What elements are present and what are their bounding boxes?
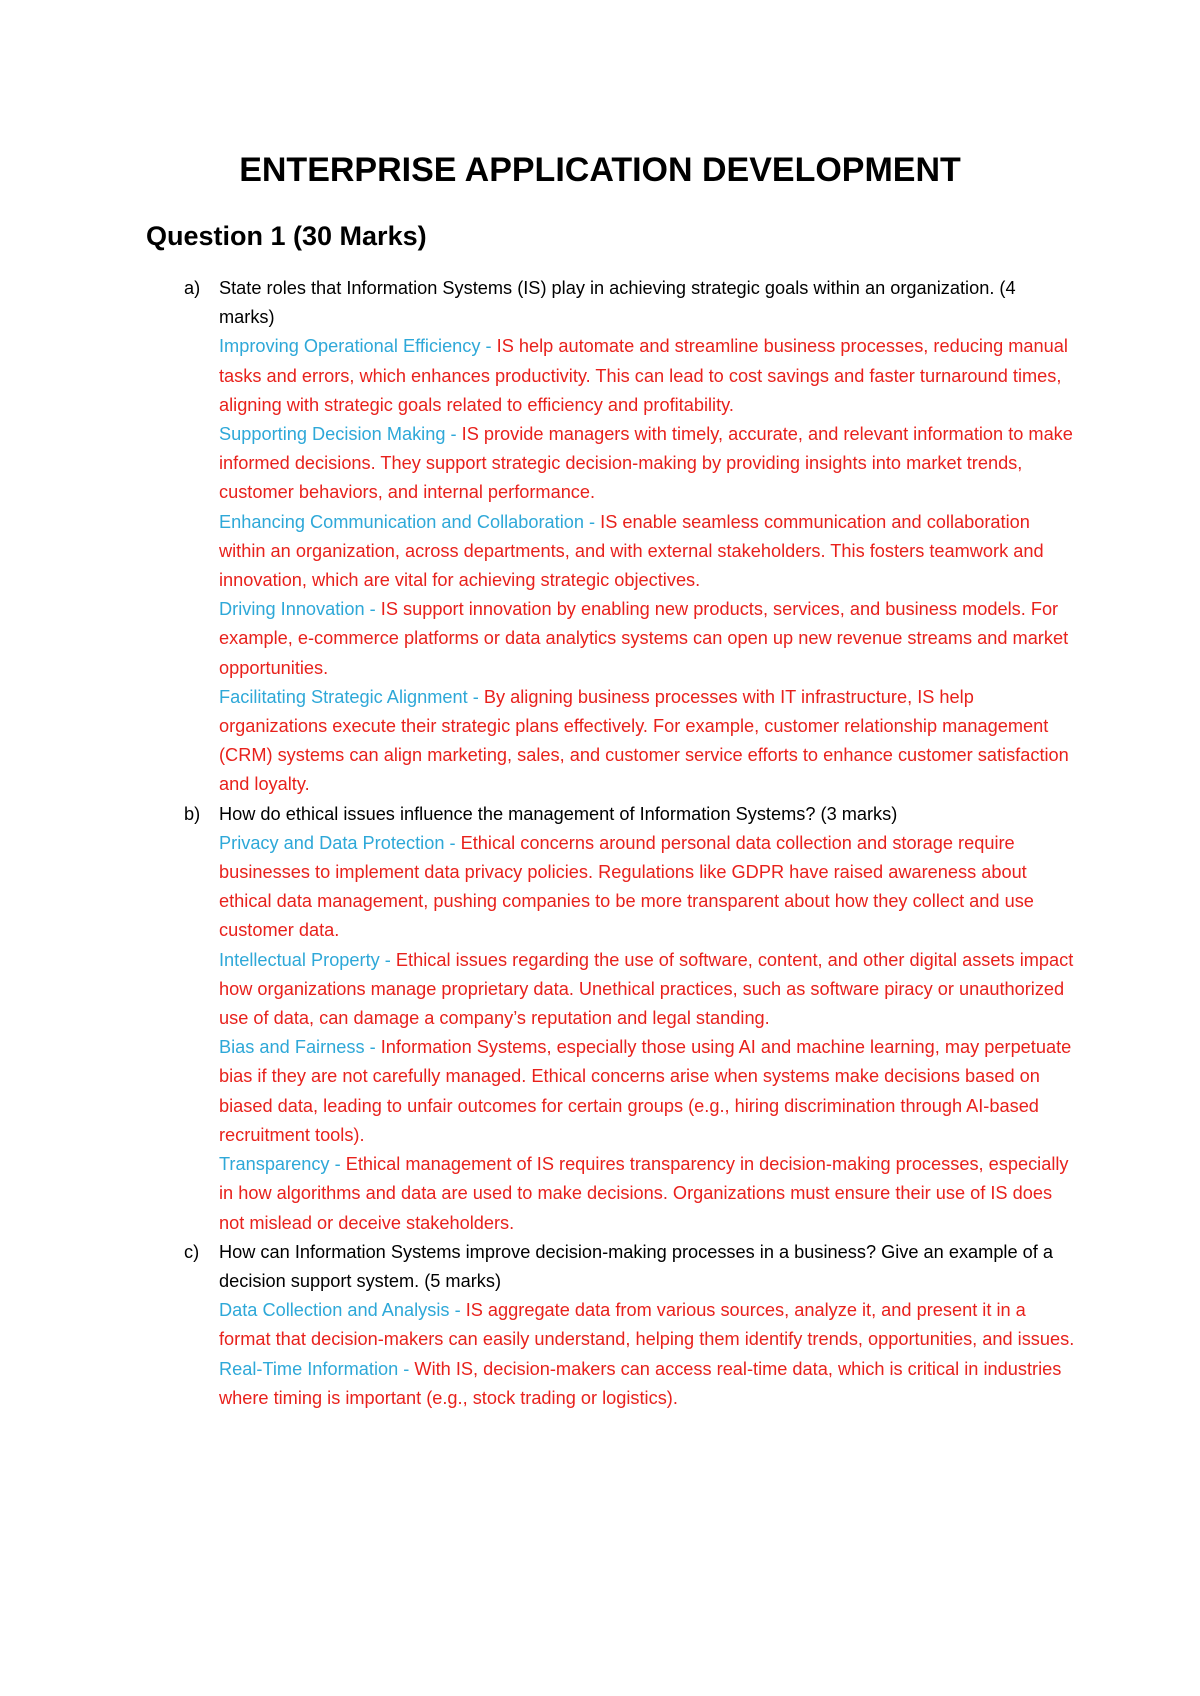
answer-paragraph <box>219 1296 1076 1354</box>
answer-separator: - <box>379 949 396 970</box>
answer-title: Supporting Decision Making <box>219 424 446 445</box>
answer-body: Ethical concerns around personal data collection and storage require businesses to implement data privacy policies. Regulations like GDPR have raised awareness about ethical data management, pushing companies to be more transparent about how they collect and use customer data. <box>219 832 1034 941</box>
answer-title: Transparency <box>219 1154 330 1175</box>
question-heading: Question 1 (30 Marks) <box>146 221 427 251</box>
question-text: State roles that Information Systems (IS) play in achieving strategic goals within an organization. (4 marks) <box>219 278 1016 328</box>
answer-body: With IS, decision-makers can access real-time data, which is critical in industries where timing is important (e.g., stock trading or logistics). <box>219 1358 1062 1408</box>
answer-paragraph <box>219 332 1076 420</box>
question-item <box>146 274 1076 800</box>
question-item <box>146 800 1076 1238</box>
answer-title: Driving Innovation <box>219 599 365 620</box>
answer-title: Intellectual Property <box>219 949 380 970</box>
answer-body: Information Systems, especially those using AI and machine learning, may perpetuate bias if they are not carefully managed. Ethical concerns arise when systems make decisions based on biased data, leading to unfair outcomes for certain groups (e.g., hiring discrimination through AI-based recruitment tools). <box>219 1037 1072 1145</box>
answer-body: IS help automate and streamline business processes, reducing manual tasks and errors, which enhances productivity. This can lead to cost savings and faster turnaround times, aligning with strategic goals related to efficiency and profitability. <box>219 336 1068 415</box>
answer-separator: - <box>398 1358 415 1379</box>
answer-paragraph <box>219 1355 1076 1413</box>
answer-separator: - <box>364 1037 381 1058</box>
answer-body: By aligning business processes with IT infrastructure, IS help organizations execute their strategic plans effectively. For example, customer relationship management (CRM) systems can align marketing, sales, and customer service efforts to enhance customer satisfaction and loyalty. <box>219 686 1069 795</box>
answer-paragraph <box>219 1033 1076 1150</box>
answer-paragraph <box>219 420 1076 508</box>
answer-separator: - <box>584 511 601 532</box>
answer-body: IS aggregate data from various sources, analyze it, and present it in a format that decision-makers can easily understand, helping them identify trends, opportunities, and issues. <box>219 1300 1075 1350</box>
answer-title: Bias and Fairness <box>219 1037 365 1058</box>
answer-title: Improving Operational Efficiency <box>219 336 481 357</box>
answer-separator: - <box>449 1300 466 1321</box>
answer-separator: - <box>329 1154 346 1175</box>
answer-paragraph <box>219 1150 1076 1238</box>
answer-paragraph <box>219 683 1076 800</box>
answer-paragraph <box>219 595 1076 683</box>
answer-body: Ethical issues regarding the use of software, content, and other digital assets impact how organizations manage proprietary data. Unethical practices, such as software piracy or unauthorized use of data, can damage a company’s reputation and legal standing. <box>219 949 1074 1029</box>
question-text: How do ethical issues influence the management of Information Systems? (3 marks) <box>219 803 898 824</box>
question-item-marker: a) <box>184 278 201 298</box>
answer-separator: - <box>364 599 381 620</box>
answer-separator: - <box>480 336 497 357</box>
answer-body: IS provide managers with timely, accurate, and relevant information to make informed decisions. They support strategic decision-making by providing insights into market trends, customer behaviors, and internal performance. <box>219 424 1073 503</box>
document-title: ENTERPRISE APPLICATION DEVELOPMENT <box>239 151 961 189</box>
answer-separator: - <box>444 832 461 853</box>
question-list <box>146 274 1076 1413</box>
answer-body: IS support innovation by enabling new products, services, and business models. For example, e-commerce platforms or data analytics systems can open up new revenue streams and market opportunities. <box>219 599 1069 678</box>
answer-title: Data Collection and Analysis <box>219 1300 450 1321</box>
question-item-marker: b) <box>184 803 201 824</box>
question-item <box>146 1238 1076 1413</box>
question-text: How can Information Systems improve decision-making processes in a business? Give an example of a decision support system. (5 marks) <box>219 1241 1053 1291</box>
answer-paragraph <box>219 946 1076 1034</box>
answer-body: IS enable seamless communication and collaboration within an organization, across departments, and with external stakeholders. This fosters teamwork and innovation, which are vital for achieving strategic objectives. <box>219 511 1044 591</box>
answer-title: Facilitating Strategic Alignment <box>219 686 468 707</box>
answer-title: Enhancing Communication and Collaboration <box>219 511 584 532</box>
answer-paragraph <box>219 508 1076 596</box>
answer-separator: - <box>445 424 462 445</box>
answer-title: Privacy and Data Protection <box>219 832 445 853</box>
answer-separator: - <box>467 686 484 707</box>
answer-paragraph <box>219 829 1076 946</box>
answer-body: Ethical management of IS requires transparency in decision-making processes, especially in how algorithms and data are used to make decisions. Organizations must ensure their use of IS does not mislead or deceive stakeholders. <box>219 1154 1069 1233</box>
answer-title: Real-Time Information <box>219 1358 399 1379</box>
question-item-marker: c) <box>184 1241 200 1262</box>
